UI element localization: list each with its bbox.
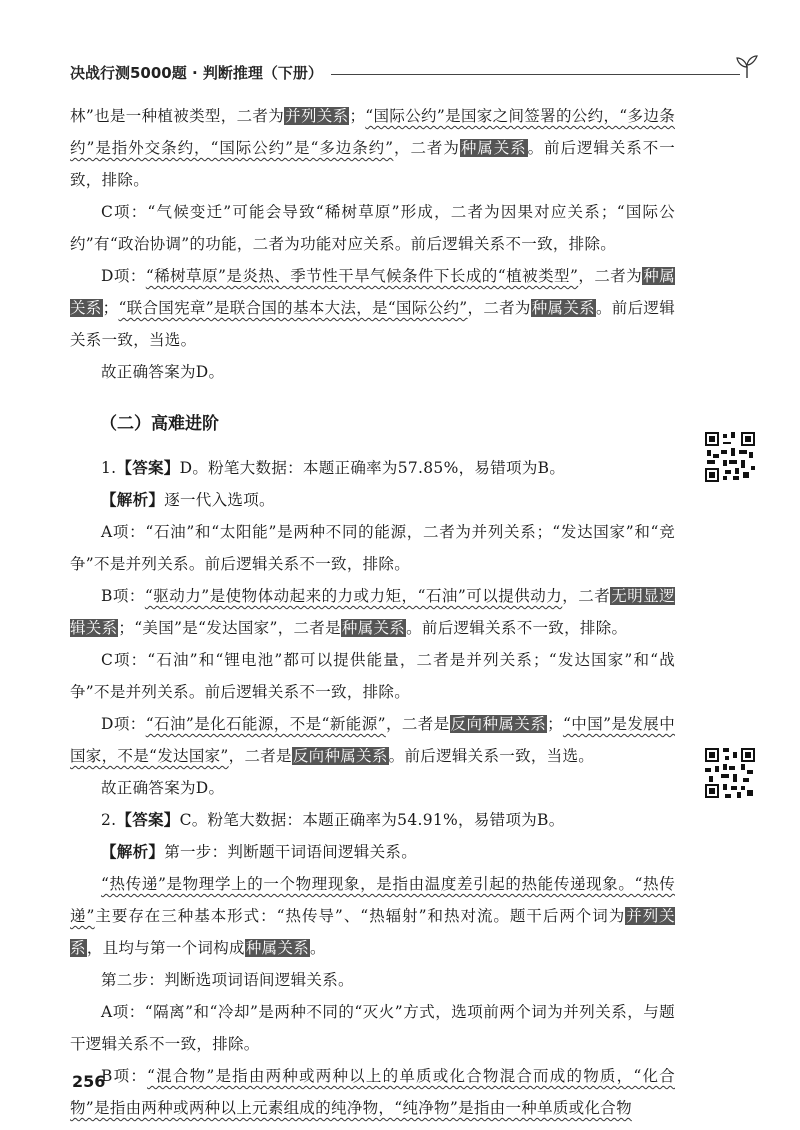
header-title: 决战行测5000题 · 判断推理（下册） [70,62,331,83]
text-run: 。前后逻辑关系不一致，排除。 [406,619,628,637]
option-c-paragraph: C项：“气候变迁”可能会导致“稀树草原”形成，二者为因果对应关系；“国际公约”有“政治协调”的功能，二者为功能对应关系。前后逻辑关系不一致，排除。 [70,203,675,253]
text-run: ；“美国”是“发达国家”，二者是 [118,619,341,637]
text-run: 。前后逻辑关系不一致，排除。 [70,139,676,189]
highlight-tag: 种属关系 [341,619,406,637]
section-title: （二）高难进阶 [100,414,219,434]
highlight-tag: 并列关系 [70,907,675,957]
highlight-tag: 种属关系 [531,299,595,317]
sprout-icon [734,54,760,80]
analysis-label: 【解析】 [101,491,165,509]
emphasis-text: “中国”是发展中国家，不是“发达国家” [70,715,675,765]
emphasis-text: “联合国宪章”是联合国的基本大法，是“国际公约” [118,299,468,317]
q1-option-a: A项：“石油”和“太阳能”是两种不同的能源，二者为并列关系；“发达国家”和“竞争”不是并列关系。前后逻辑关系不一致，排除。 [70,523,675,573]
analysis-text: 第一步：判断题干词语间逻辑关系。 [164,843,418,861]
q1-analysis [70,484,675,516]
text-run: 。前后逻辑关系一致，当选。 [388,747,595,765]
question-number: 2. [101,811,117,829]
answer-label: 【答案】 [116,811,180,829]
q1-answer [70,452,675,484]
q2-step2: 第二步：判断选项词语间逻辑关系。 [101,971,354,989]
emphasis-text: “稀树草原”是炎热、季节性干旱气候条件下长成的“植被类型” [145,267,579,285]
highlight-tag: 反向种属关系 [450,715,547,733]
emphasis-text: “热传递”是物理学上的一个物理现象，是指由温度差引起的热能传递现象。“热传递” [70,875,675,925]
page-number: 256 [72,1072,106,1091]
highlight-tag: 并列关系 [285,107,349,125]
emphasis-text: “驱动力”是使物体动起来的力或力矩，“石油”可以提供动力 [144,587,563,605]
q1-option-b [70,580,675,644]
text-run: B项： [101,1067,148,1085]
text-run: ，二者 [562,587,611,605]
highlight-tag: 种属关系 [460,139,527,157]
answer-text: D。粉笔大数据：本题正确率为57.85%，易错项为B。 [179,459,566,477]
text-run: 。前后逻辑关系一致，当选。 [70,299,675,349]
text-run: ，二者是 [385,715,450,733]
text-run: D项： [101,715,146,733]
text-run: ； [547,715,563,733]
highlight-tag: 无明显逻辑关系 [70,587,675,637]
q1-option-c: C项：“石油”和“锂电池”都可以提供能量，二者是并列关系；“发达国家”和“战争”不是并列关系。前后逻辑关系不一致，排除。 [70,651,675,701]
question-number: 1. [101,459,117,477]
emphasis-text: “国际公约”是国家之间签署的公约，“多边条约”是指外交条约，“国际公约”是“多边条约” [70,107,676,157]
text-run: ，二者为 [393,139,460,157]
text-run: 林”也是一种植被类型，二者为 [70,107,285,125]
q2-answer [70,804,675,836]
text-run: ，二者是 [228,747,292,765]
text-run: D项： [101,267,146,285]
text-run: 主要存在三种基本形式：“热传导”、“热辐射”和热对流。题干后两个词为 [94,907,626,925]
text-run: ，二者为 [467,299,531,317]
text-run: ，二者为 [578,267,643,285]
q1-conclusion: 故正确答案为D。 [101,779,225,797]
option-d-paragraph [70,260,675,356]
page-content [70,100,675,1124]
answer-label: 【答案】 [116,459,180,477]
text-run: B项： [101,587,145,605]
q2-analysis [70,836,675,868]
emphasis-text: “石油”是化石能源，不是“新能源” [145,715,386,733]
qr-code-icon [705,748,755,798]
answer-text: C。粉笔大数据：本题正确率为54.91%，易错项为B。 [179,811,565,829]
highlight-tag: 种属关系 [70,267,675,317]
analysis-label: 【解析】 [101,843,165,861]
text-run: ； [102,299,119,317]
highlight-tag: 种属关系 [245,939,310,957]
emphasis-text: “混合物”是指由两种或两种以上的单质或化合物混合而成的物质，“化合物”是指由两种或两种以上元素组成的纯净物，“纯净物”是指由一种单质或化合物 [70,1067,675,1117]
highlight-tag: 反向种属关系 [292,747,388,765]
q2-option-b [70,1060,675,1124]
q2-stem-analysis [70,868,675,964]
paragraph-continued [70,100,675,196]
analysis-text: 逐一代入选项。 [164,491,275,509]
running-header [70,58,770,88]
q2-option-a: A项：“隔离”和“冷却”是两种不同的“灭火”方式，选项前两个词为并列关系，与题干逻辑关系不一致，排除。 [70,1003,675,1053]
qr-code-icon [705,432,755,482]
q1-option-d [70,708,675,772]
text-run: 。 [310,939,326,957]
conclusion-paragraph: 故正确答案为D。 [101,363,225,381]
text-run: ； [349,107,366,125]
text-run: ，且均与第一个词构成 [86,939,245,957]
